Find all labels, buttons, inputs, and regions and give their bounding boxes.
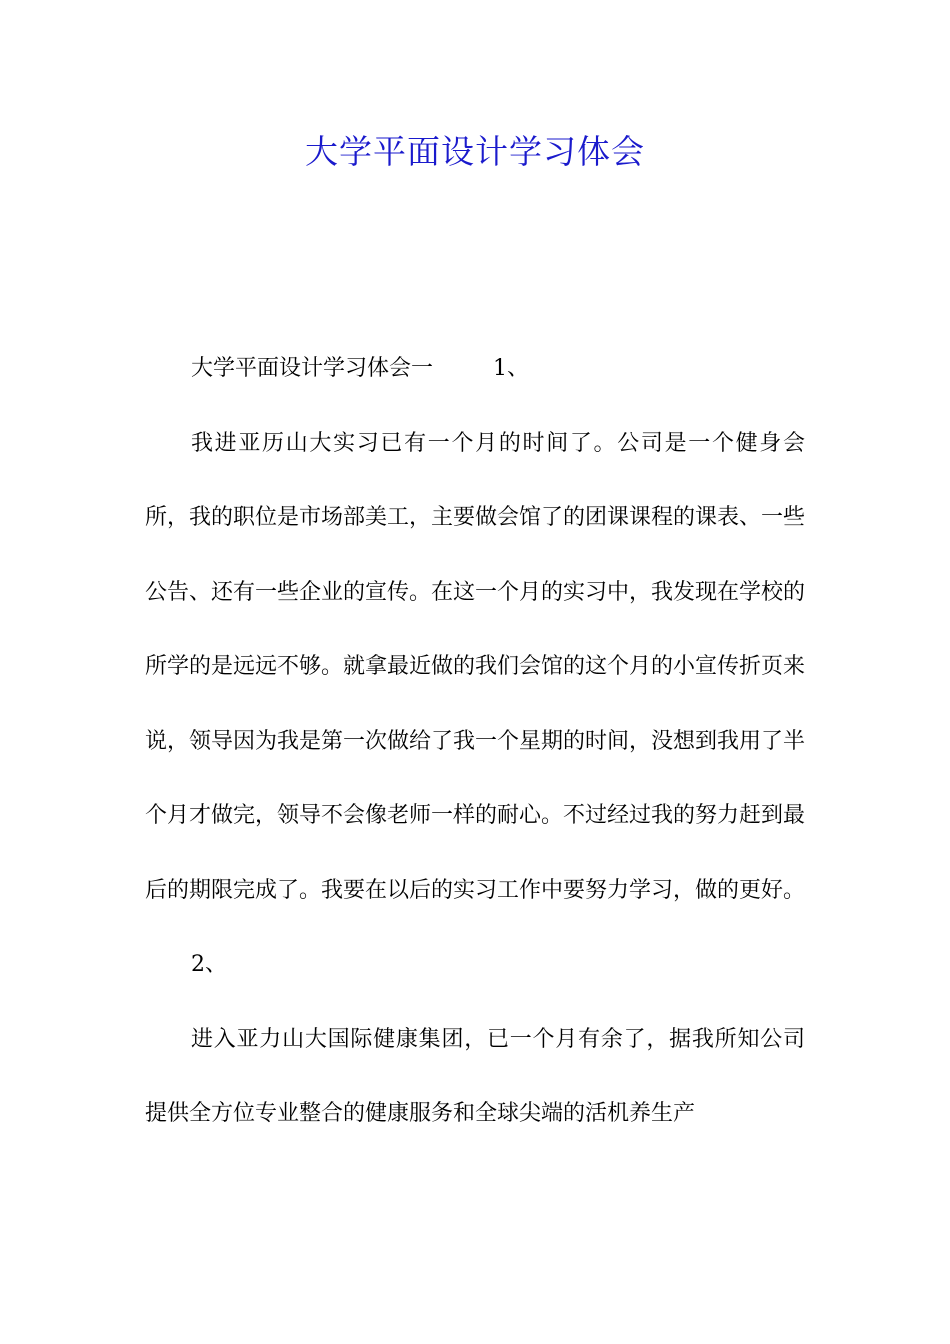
document-body [145,332,805,1152]
paragraph-1: 我进亚历山大实习已有一个月的时间了。公司是一个健身会所，我的职位是市场部美工，主要做会馆了的团课课程的课表、一些公告、还有一些企业的宣传。在这一个月的实习中，我发现在学校的所学的是远远不够。就拿最近做的我们会馆的这个月的小宣传折页来说，领导因为我是第一次做给了我一个星期的时间，没想到我用了半个月才做完，领导不会像老师一样的耐心。不过经过我的努力赶到最后的期限完成了。我要在以后的实习工作中要努力学习，做的更好。 [145,430,806,903]
section-heading [145,332,805,407]
document-title: 大学平面设计学习体会 [305,132,645,171]
section-heading-text: 大学平面设计学习体会一 [191,356,434,381]
paragraph-2: 进入亚力山大国际健康集团，已一个月有余了，据我所知公司提供全方位专业整合的健康服务和全球尖端的活机养生产 [145,1026,805,1126]
paragraph-number-2: 2、 [191,952,227,977]
paragraph-number-1: 1、 [493,356,530,381]
